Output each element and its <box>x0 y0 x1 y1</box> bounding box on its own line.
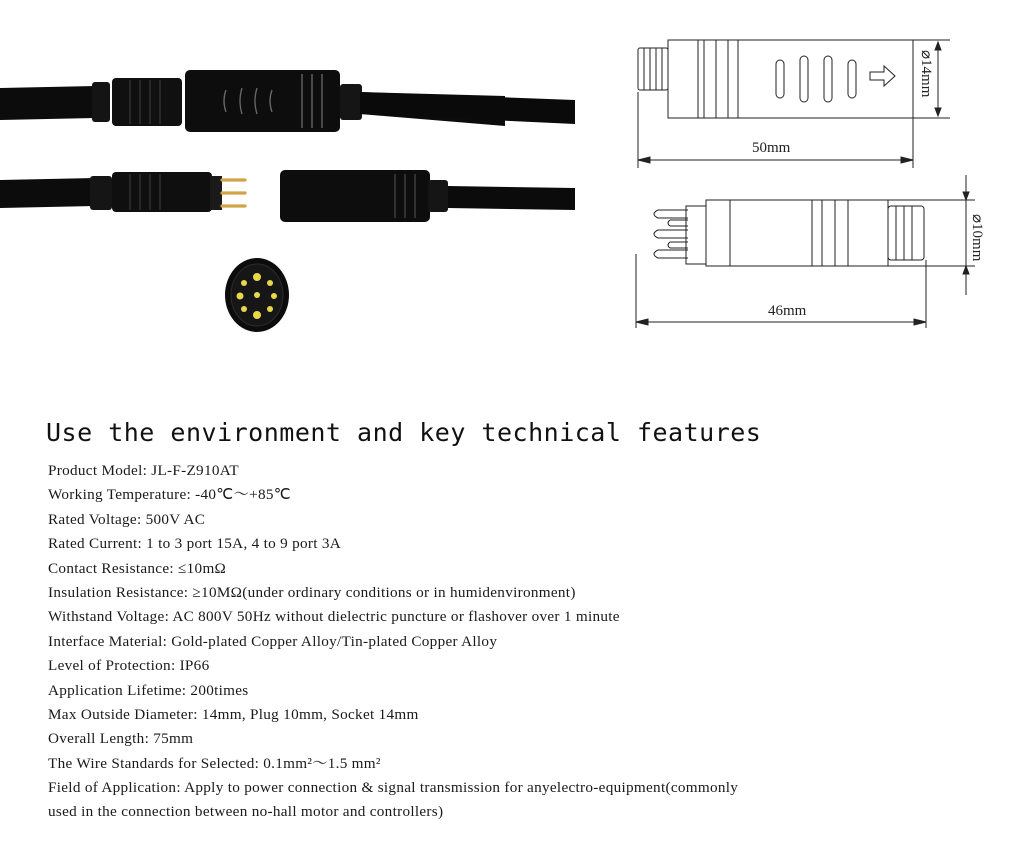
spec-field-of-application: Field of Application : Apply to power connection & signal transmission for anyelectro-equipment(commonly used in the connection between no-hall motor and controllers) <box>48 776 748 825</box>
spec-working-temperature: Working Temperature : -40℃～+85℃ <box>48 483 748 507</box>
spec-application-lifetime: Application Lifetime : 200times <box>48 679 748 703</box>
spec-withstand-voltage: Withstand Voltage : AC 800V 50Hz without dielectric puncture or flashover over 1 minute <box>48 605 748 629</box>
spec-protection-level: Level of Protection : IP66 <box>48 654 748 678</box>
socket-diameter-label: ⌀14mm <box>918 50 934 98</box>
plug-length-label: 46mm <box>768 303 807 319</box>
spec-insulation-resistance: Insulation Resistance : ≥10MΩ(under ordinary conditions or in humidenvironment) <box>48 581 748 605</box>
section-heading: Use the environment and key technical features <box>46 418 762 447</box>
spec-contact-resistance: Contact Resistance : ≤10mΩ <box>48 557 748 581</box>
connector-face-image <box>225 258 289 332</box>
connector-photo <box>0 0 600 400</box>
socket-length-label: 50mm <box>752 140 791 156</box>
plug-diameter-label: ⌀10mm <box>969 214 985 262</box>
spec-rated-voltage: Rated Voltage : 500V AC <box>48 508 748 532</box>
spec-list <box>48 459 748 825</box>
spec-overall-length: Overall Length : 75mm <box>48 727 748 751</box>
spec-interface-material: Interface Material : Gold-plated Copper Alloy/Tin-plated Copper Alloy <box>48 630 748 654</box>
spec-rated-current: Rated Current : 1 to 3 port 15A, 4 to 9 port 3A <box>48 532 748 556</box>
mated-connector-image <box>0 70 575 132</box>
socket-drawing <box>638 40 950 168</box>
plug-image <box>0 172 245 212</box>
spec-wire-standards: The Wire Standards for Selected : 0.1mm²～1.5 mm² <box>48 752 748 776</box>
spec-max-outside-diameter: Max Outside Diameter : 14mm, Plug 10mm, Socket 14mm <box>48 703 748 727</box>
dimension-drawings <box>620 20 1020 350</box>
spec-product-model: Product Model : JL-F-Z910AT <box>48 459 748 483</box>
socket-image <box>280 170 575 222</box>
